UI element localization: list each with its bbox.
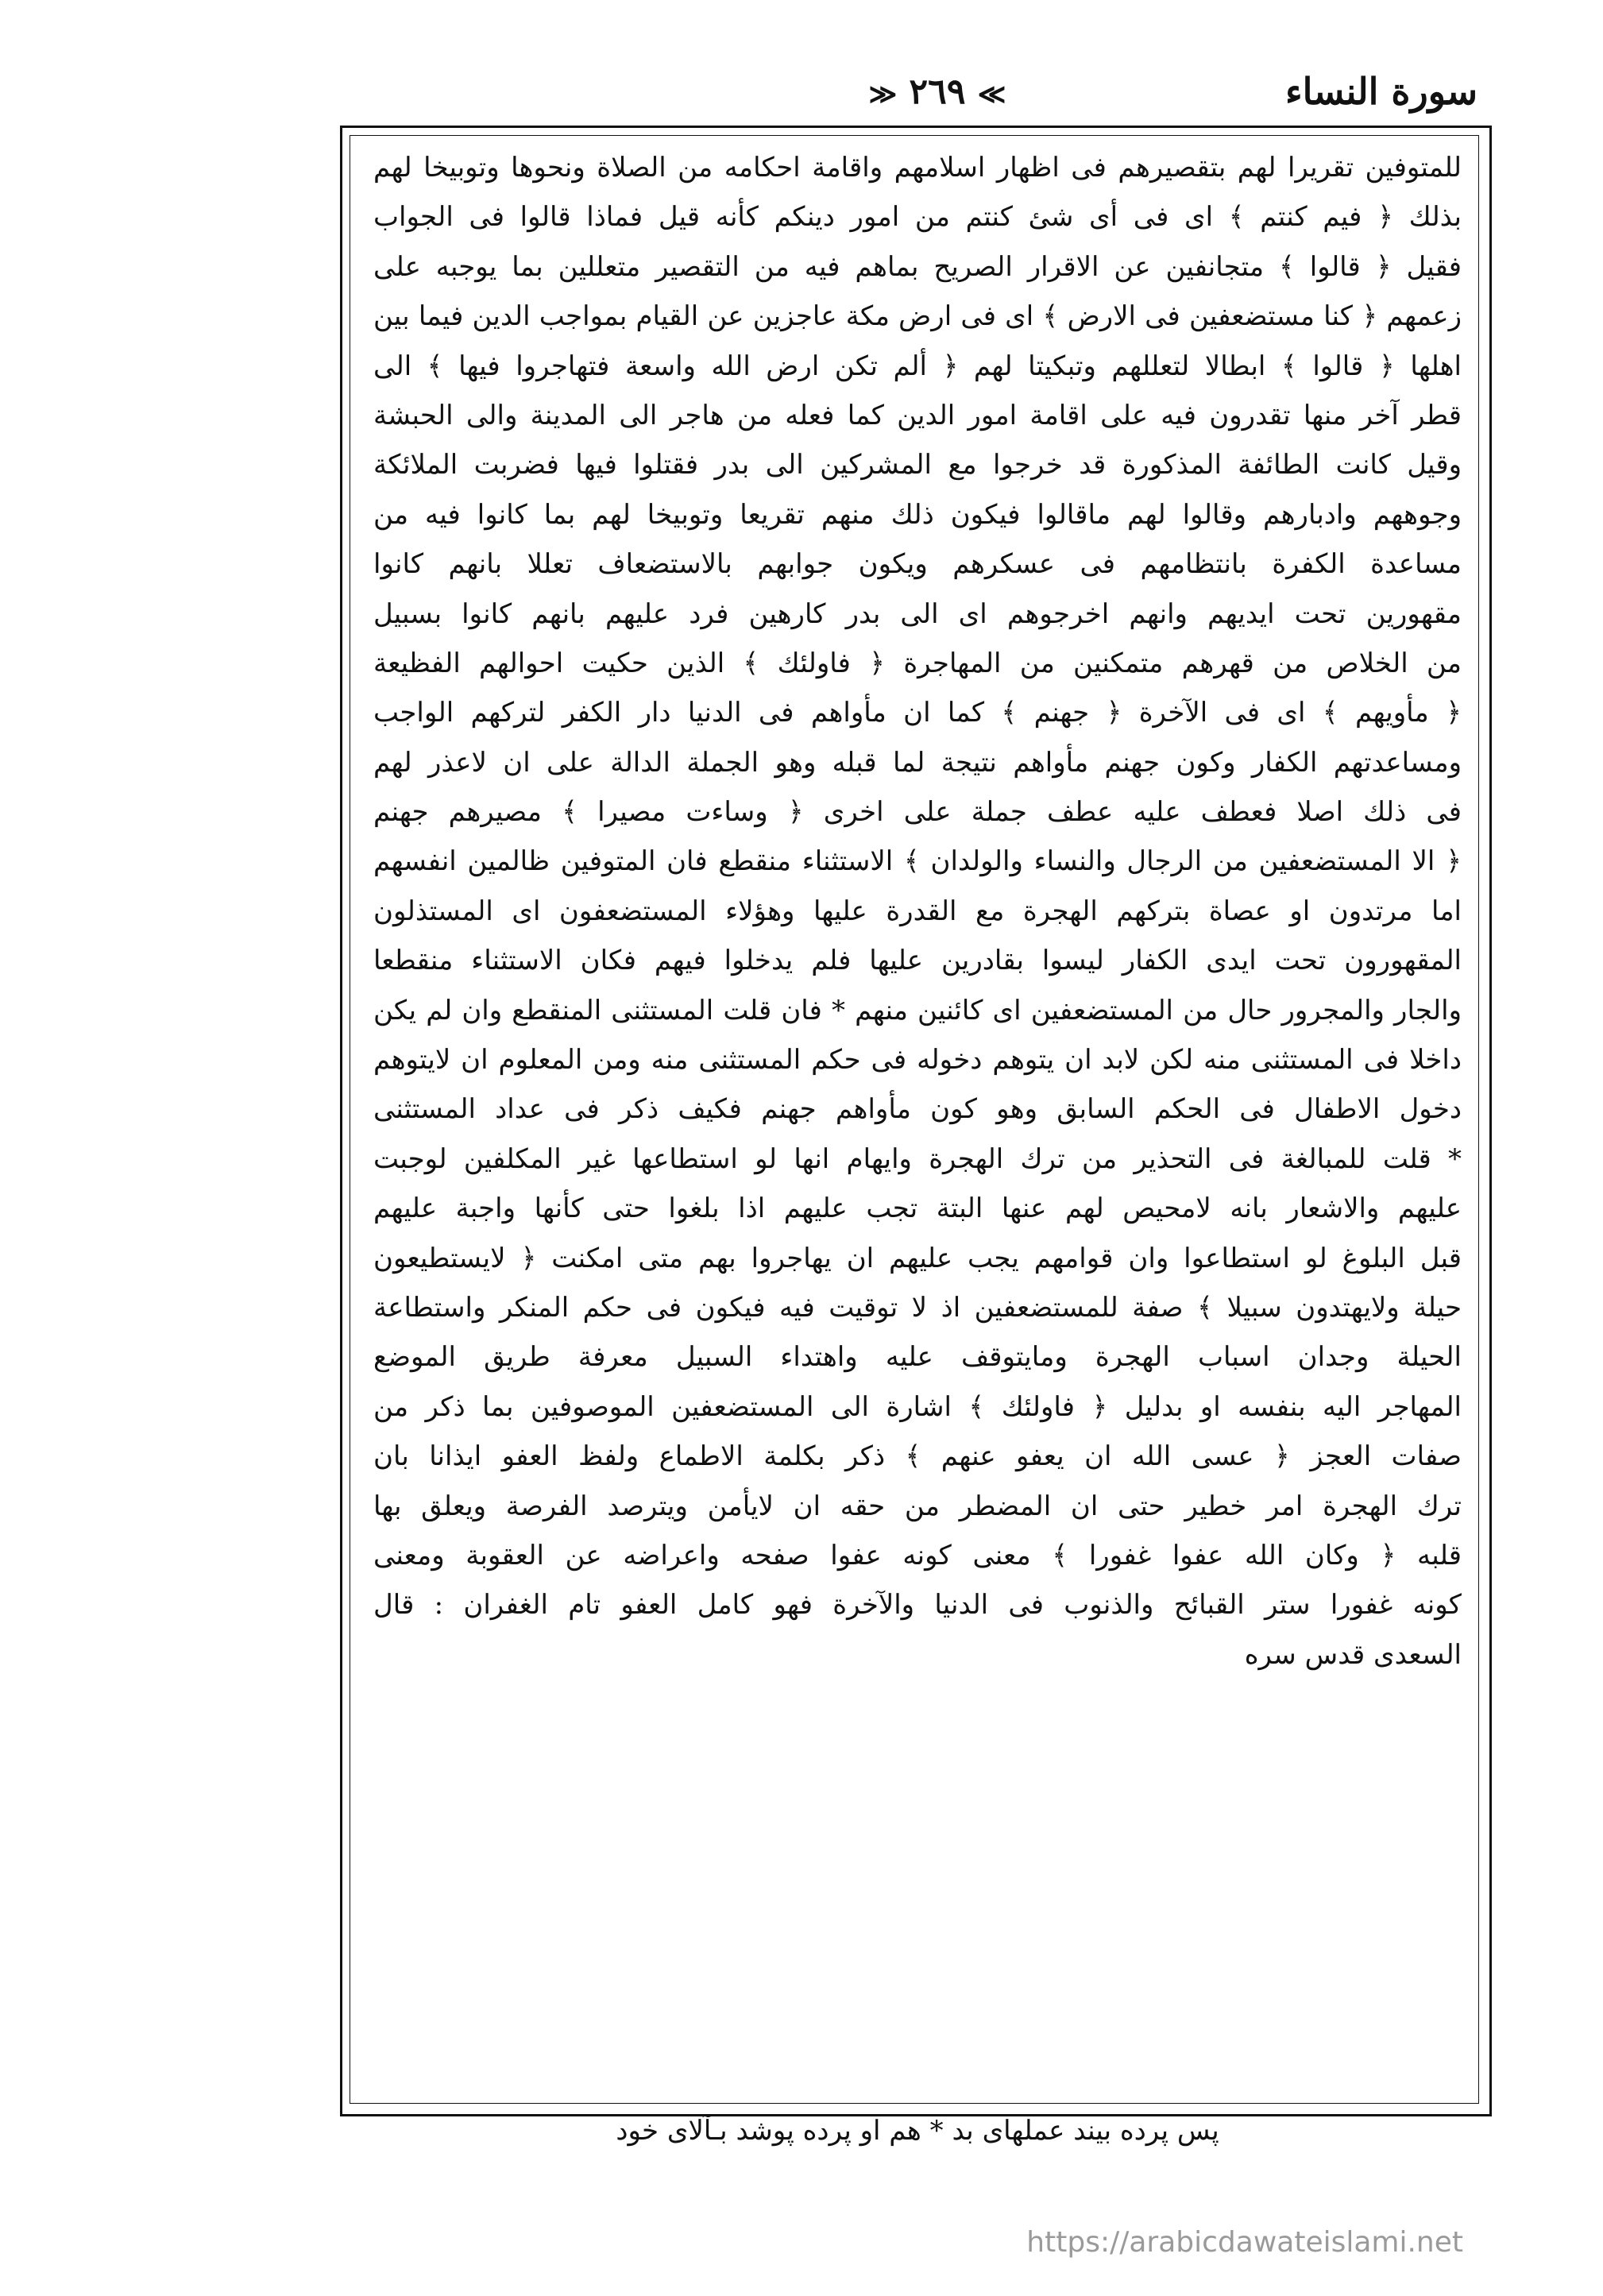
text-line: السعدى قدس سره (1244, 1638, 1462, 1671)
text-line: المهاجر اليه بنفسه او بدليل ﴿ فاولئك ﴾ اشارة الى المستضعفين الموصوفين بما ذكر من (373, 1390, 1462, 1423)
text-line: المقهورون تحت ايدى الكفار ليسوا بقادرين عليها فلم يدخلوا فيهم فكان الاستثناء منقطعا (373, 945, 1462, 977)
text-line: عليهم والاشعار بانه لامحيص لهم عنها البتة تجب عليهم اذا بلغوا حتى كأنها واجبة عليهم (373, 1192, 1462, 1225)
text-line: ﴿ مأويهم ﴾ اى فى الآخرة ﴿ جهنم ﴾ كما ان مأواهم فى الدنيا دار الكفر لتركهم الواجب (373, 697, 1462, 729)
page-header (334, 70, 1477, 118)
text-line: للمتوفين تقريرا لهم بتقصيرهم فى اظهار اسلامهم واقامة احكامه من الصلاة ونحوها وتوبيخا لهم (373, 152, 1462, 184)
text-line: الحيلة وجدان اسباب الهجرة ومايتوقف عليه واهتداء السبيل معرفة طريق الموضع (373, 1341, 1462, 1374)
text-line: فى ذلك اصلا فعطف عليه عطف جملة على اخرى ﴿ وساءت مصيرا ﴾ مصيرهم جهنم (373, 796, 1462, 829)
text-line: مقهورين تحت ايديهم وانهم اخرجوهم اى الى بدر كارهين فرد عليهم بانهم كانوا بسبيل (373, 597, 1462, 630)
text-line: بذلك ﴿ فيم كنتم ﴾ اى فى أى شئ كنتم من امور دينكم كأنه قيل فماذا قالوا فى الجواب (373, 201, 1462, 234)
text-line: وجوههم وادبارهم وقالوا لهم ماقالوا فيكون ذلك منهم تقريعا وتوبيخا لهم بما كانوا فيه من (373, 498, 1462, 531)
page-number: ٢٦٩ (909, 72, 966, 112)
text-line: ترك الهجرة امر خطير حتى ان المضطر من حقه ان لايأمن ويترصد الفرصة ويعلق بها (373, 1490, 1462, 1522)
text-line: كونه غفورا ستر القبائح والذنوب فى الدنيا والآخرة فهو كامل العفو تام الغفران : قال (373, 1589, 1462, 1622)
text-line: ﴿ الا المستضعفين من الرجال والنساء والولدان ﴾ الاستثناء منقطع فان المتوفين ظالمين انفسهم (373, 845, 1462, 878)
commentary-text (373, 143, 1462, 1679)
ornament-left-icon: ≫ (868, 79, 898, 110)
text-line: قلبه ﴿ وكان الله عفوا غفورا ﴾ معنى كونه عفوا صفحه واعراضه عن العقوبة ومعنى (373, 1539, 1462, 1571)
text-line: زعمهم ﴿ كنا مستضعفين فى الارض ﴾ اى فى ارض مكة عاجزين عن القيام بمواجب الدين فيما بين (373, 300, 1462, 333)
text-line: * قلت للمبالغة فى التحذير من ترك الهجرة وايهام انها لو استطاعها غير المكلفين لوجبت (373, 1142, 1462, 1175)
text-line: ومساعدتهم الكفار وكون جهنم مأواهم نتيجة لما قبله وهو الجملة الدالة على ان لاعذر لهم (373, 746, 1462, 779)
text-line: وقيل كانت الطائفة المذكورة قد خرجوا مع المشركين الى بدر فقتلوا فيها فضربت الملائكة (373, 449, 1462, 481)
text-line: فقيل ﴿ قالوا ﴾ متجانفين عن الاقرار الصريح بماهم فيه من التقصير متعللين بما يوجبه على (373, 250, 1462, 283)
text-line: داخلا فى المستثنى منه لكن لابد ان يتوهم دخوله فى حكم المستثنى منه ومن المعلوم ان لايتوهم (373, 1044, 1462, 1076)
text-line: من الخلاص من قهرهم متمكنين من المهاجرة ﴿ فاولئك ﴾ الذين حكيت احوالهم الفظيعة (373, 647, 1462, 679)
text-line: مساعدة الكفرة بانتظامهم فى عسكرهم ويكون جوابهم بالاستضعاف تعللا بانهم كانوا (373, 548, 1462, 581)
text-line: صفات العجز ﴿ عسى الله ان يعفو عنهم ﴾ ذكر بكلمة الاطماع ولفظ العفو ايذانا بان (373, 1440, 1462, 1473)
watermark-url: https://arabicdawateislami.net (1026, 2226, 1463, 2259)
text-line: قطر آخر منها تقدرون فيه على اقامة امور الدين كما فعله من هاجر الى المدينة والى الحبشة (373, 399, 1462, 431)
page-number-group (850, 72, 1025, 112)
surah-title: سورة النساء (1285, 70, 1477, 113)
text-line: حيلة ولايهتدون سبيلا ﴾ صفة للمستضعفين اذ لا توقيت فيه فيكون فى حكم المنكر واستطاعة (373, 1291, 1462, 1324)
text-line: دخول الاطفال فى الحكم السابق وهو كون مأواهم جهنم فكيف ذكر فى عداد المستثنى (373, 1093, 1462, 1126)
text-line: والجار والمجرور حال من المستضعفين اى كائنين منهم * فان قلت المستثنى المنقطع وان لم يكن (373, 994, 1462, 1026)
text-line: اهلها ﴿ قالوا ﴾ ابطالا لتعللهم وتبكيتا لهم ﴿ ألم تكن ارض الله واسعة فتهاجروا فيها ﴾ الى (373, 350, 1462, 382)
ornament-right-icon: ≪ (977, 79, 1006, 110)
text-line: قبل البلوغ لو استطاعوا وان قوامهم يجب عليهم ان يهاجروا بهم متى امكنت ﴿ لايستطيعون (373, 1242, 1462, 1274)
text-line: اما مرتدون او عصاة بتركهم الهجرة مع القدرة عليها وهؤلاء المستضعفون اى المستذلون (373, 895, 1462, 927)
persian-verse: پس پرده بيند عملهاى بد * هم او پرده پوشد بـآلاى خود (616, 2115, 1219, 2147)
